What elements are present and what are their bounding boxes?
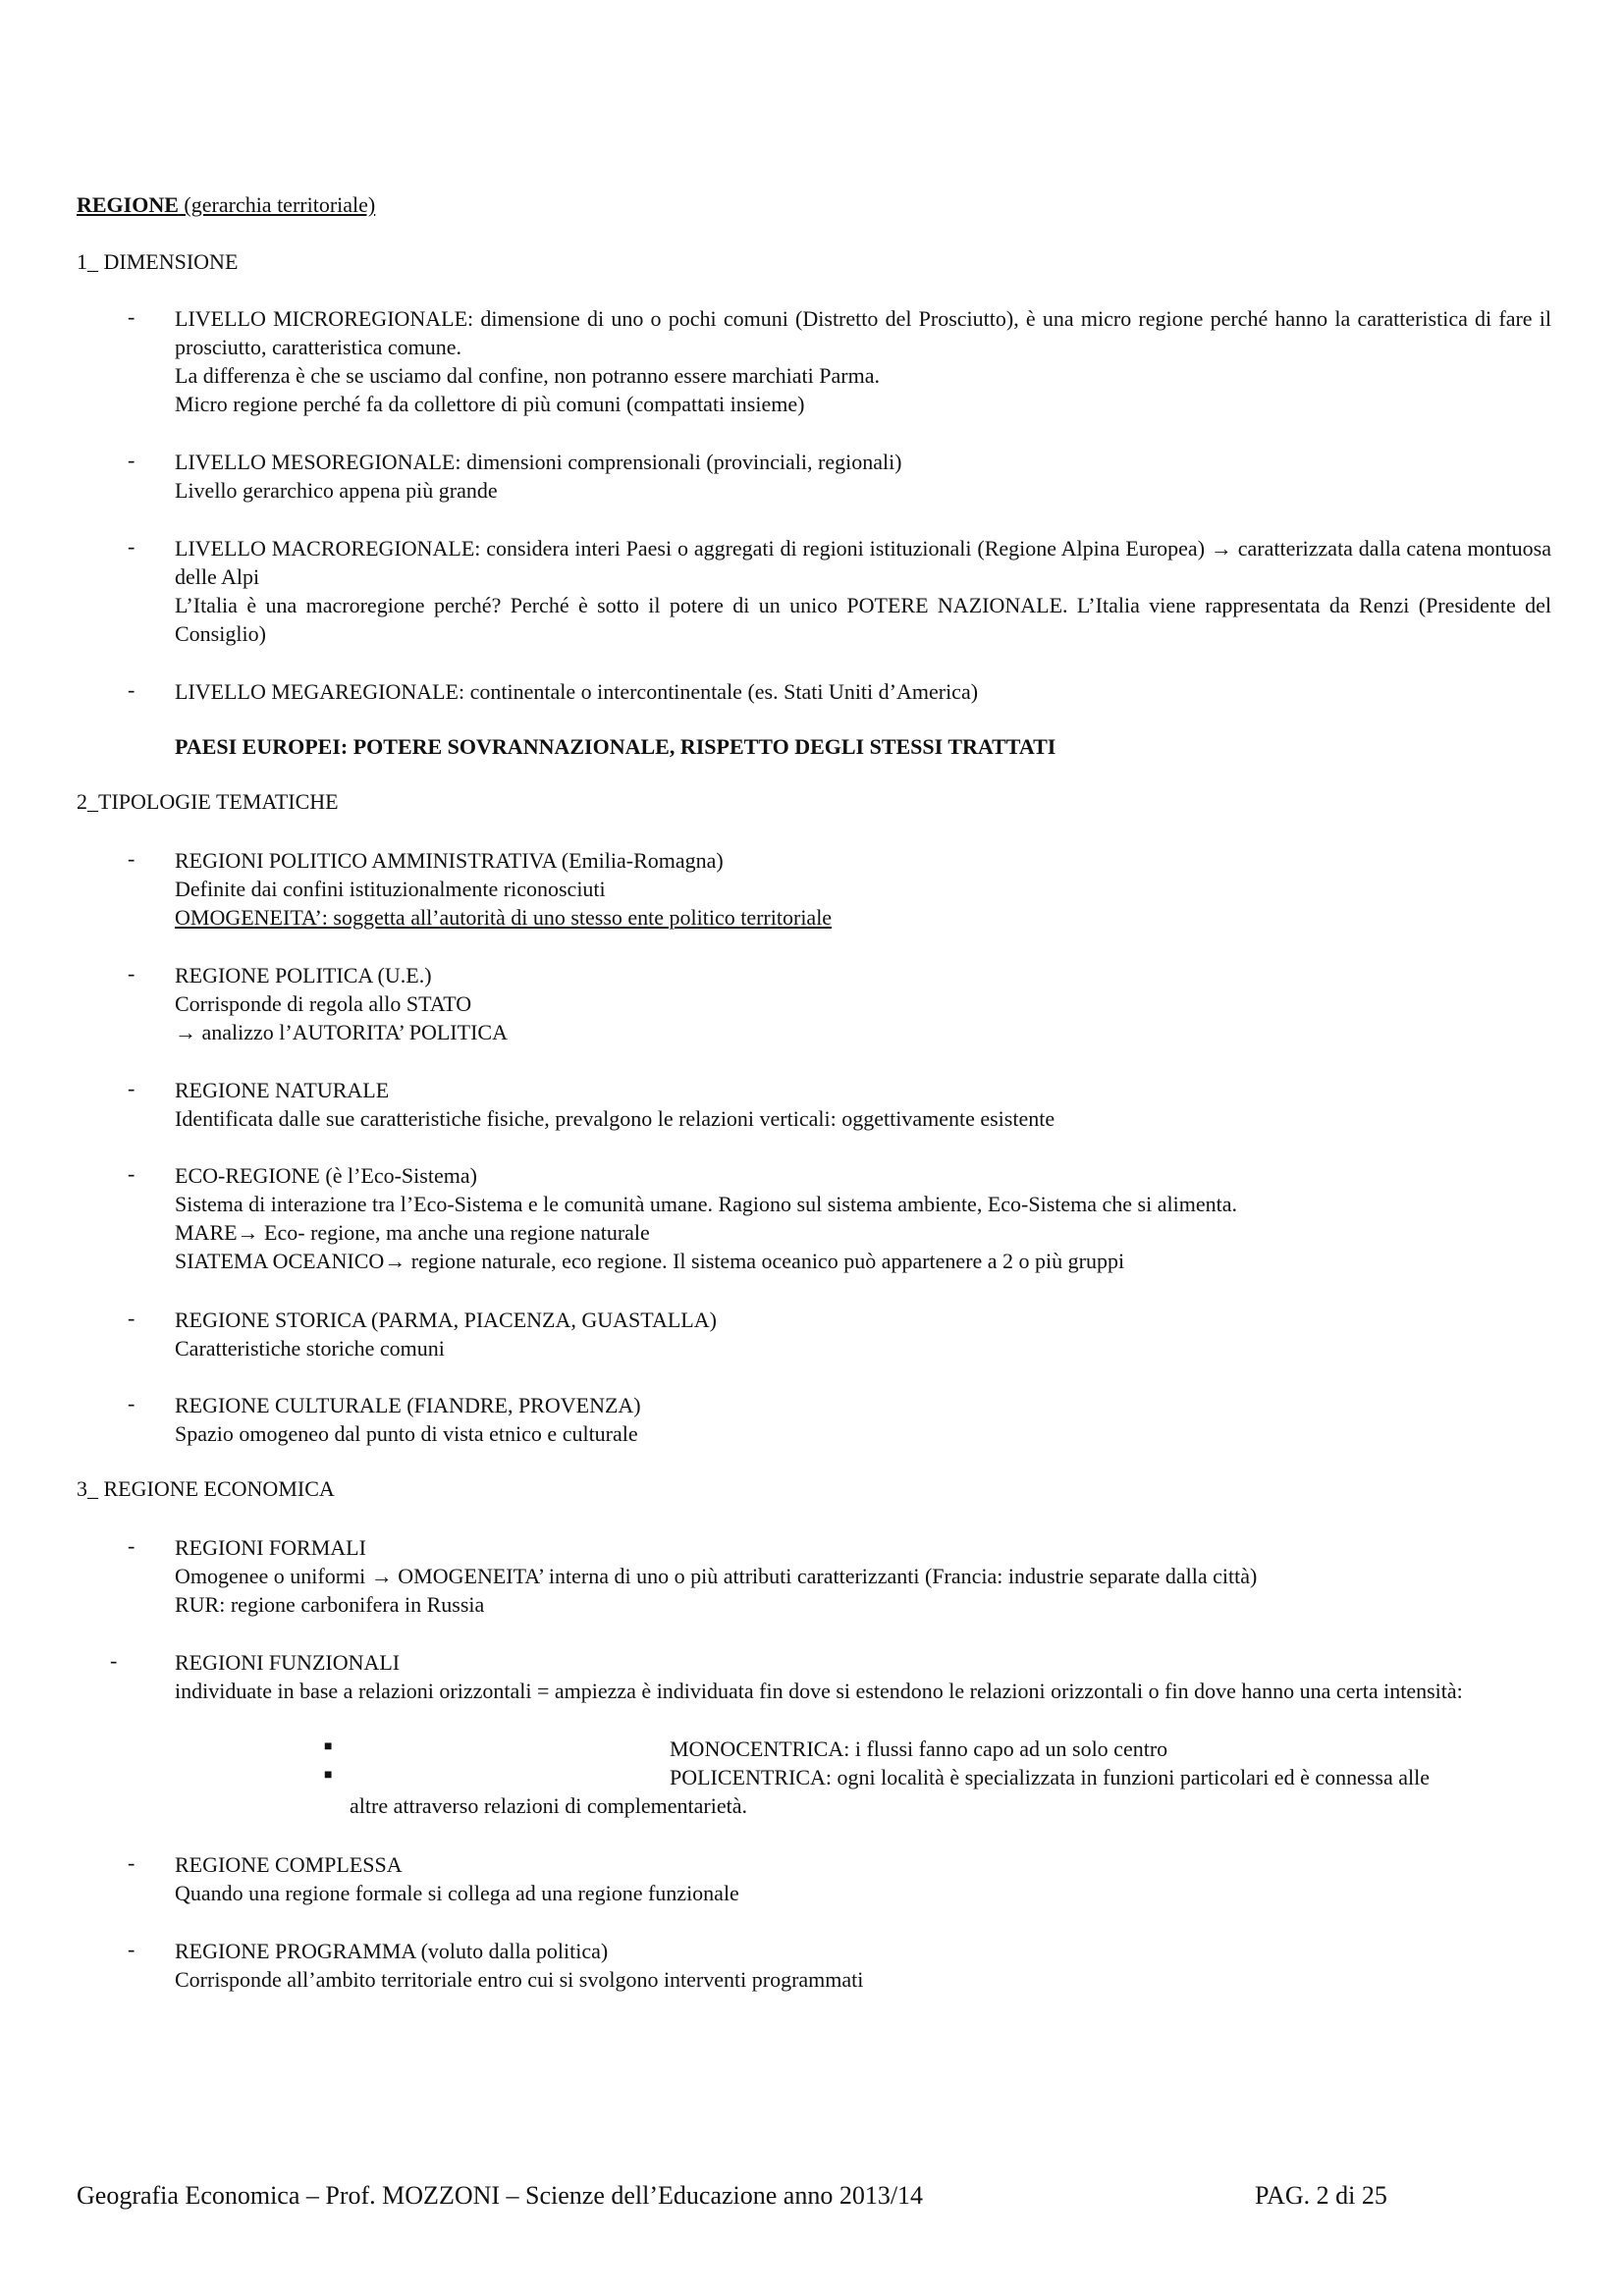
bullet-dash: - <box>128 534 135 559</box>
bullet-dash: - <box>110 1648 118 1673</box>
bullet-dash: - <box>128 304 135 329</box>
square-bullet-icon: ■ <box>324 1768 333 1783</box>
bullet-dash: - <box>128 961 135 986</box>
item-text: REGIONE PROGRAMMA (voluto dalla politica) <box>175 1939 609 1963</box>
item-text: La differenza è che se usciamo dal confine, non potranno essere marchiati Parma. <box>175 363 880 388</box>
section-title-tipologie: 2_TIPOLOGIE TEMATICHE <box>77 789 339 814</box>
bullet-dash: - <box>128 1306 135 1330</box>
item-text: Livello gerarchico appena più grande <box>175 478 498 503</box>
item-text: RUR: regione carbonifera in Russia <box>175 1592 485 1617</box>
item-text: LIVELLO MEGAREGIONALE: continentale o intercontinentale (es. Stati Uniti d’America) <box>175 679 979 704</box>
item-text: individuate in base a relazioni orizzontali = ampiezza è individuata fin dove si estendono le relazioni orizzontali o fin dove hanno una certa intensità: <box>175 1679 1463 1703</box>
item-text: REGIONE COMPLESSA <box>175 1852 403 1877</box>
item-text-underlined: OMOGENEITA’: soggetta all’autorità di uno stesso ente politico territoriale <box>175 905 833 930</box>
item-text: Caratteristiche storiche comuni <box>175 1336 445 1361</box>
bullet-dash: - <box>128 1391 135 1415</box>
item-text: REGIONE POLITICA (U.E.) <box>175 963 432 988</box>
section-title-regione-economica: 3_ REGIONE ECONOMICA <box>77 1476 335 1501</box>
item-text: Corrisponde di regola allo STATO <box>175 991 472 1016</box>
item-text: REGIONI FORMALI <box>175 1535 366 1560</box>
item-text: L’Italia è una macroregione perché? Perché è sotto il potere di un unico POTERE NAZIONALE. L’Italia viene rappresentata da Renzi (Presidente del Consiglio) <box>175 593 1551 646</box>
item-text: LIVELLO MESOREGIONALE: dimensioni comprensionali (provinciali, regionali) <box>175 450 902 474</box>
item-text: LIVELLO MACROREGIONALE: considera interi Paesi o aggregati di regioni istituzionali (Regione Alpina Europea) → caratterizzata dalla catena montuosa delle Alpi <box>175 536 1551 589</box>
bullet-dash: - <box>128 1076 135 1100</box>
item-text: REGIONI POLITICO AMMINISTRATIVA (Emilia-Romagna) <box>175 848 724 873</box>
square-bullet-icon: ■ <box>324 1739 333 1754</box>
item-text: → analizzo l’AUTORITA’ POLITICA <box>175 1020 508 1044</box>
emphasis-text: PAESI EUROPEI: POTERE SOVRANNAZIONALE, RISPETTO DEGLI STESSI TRATTATI <box>175 734 1056 759</box>
footer-course-info: Geografia Economica – Prof. MOZZONI – Scienze dell’Educazione anno 2013/14 <box>77 2181 924 2210</box>
item-text: Quando una regione formale si collega ad una regione funzionale <box>175 1881 739 1905</box>
item-text: SIATEMA OCEANICO→ regione naturale, eco regione. Il sistema oceanico può appartenere a 2 o più gruppi <box>175 1249 1125 1273</box>
item-text: Spazio omogeneo dal punto di vista etnico e culturale <box>175 1421 638 1446</box>
item-text: REGIONE STORICA (PARMA, PIACENZA, GUASTALLA) <box>175 1308 717 1332</box>
item-text: Omogenee o uniformi → OMOGENEITA’ interna di uno o più attributi caratterizzanti (Francia: industrie separate dalla città) <box>175 1564 1258 1588</box>
subitem-text: altre attraverso relazioni di complementarietà. <box>350 1793 747 1818</box>
heading-sub: (gerarchia territoriale) <box>178 192 376 217</box>
subitem-text: POLICENTRICA: ogni località è specializzata in funzioni particolari ed è connessa alle <box>670 1765 1431 1789</box>
item-text: REGIONE CULTURALE (FIANDRE, PROVENZA) <box>175 1393 641 1417</box>
item-text: MARE→ Eco- regione, ma anche una regione naturale <box>175 1220 650 1245</box>
item-text: ECO-REGIONE (è l’Eco-Sistema) <box>175 1163 477 1188</box>
bullet-dash: - <box>128 1533 135 1558</box>
page-heading <box>77 192 375 218</box>
heading-main: REGIONE <box>77 192 179 217</box>
item-text: Sistema di interazione tra l’Eco-Sistema e le comunità umane. Ragiono sul sistema ambiente, Eco-Sistema che si alimenta. <box>175 1192 1237 1216</box>
bullet-dash: - <box>128 1937 135 1961</box>
bullet-dash: - <box>128 448 135 472</box>
bullet-dash: - <box>128 846 135 871</box>
item-text: Identificata dalle sue caratteristiche fisiche, prevalgono le relazioni verticali: oggettivamente esistente <box>175 1106 1055 1131</box>
item-text: Corrisponde all’ambito territoriale entro cui si svolgono interventi programmati <box>175 1967 864 1992</box>
bullet-dash: - <box>128 1161 135 1186</box>
item-text: Micro regione perché fa da collettore di più comuni (compattati insieme) <box>175 392 805 416</box>
bullet-dash: - <box>128 677 135 702</box>
item-text: REGIONI FUNZIONALI <box>175 1650 401 1675</box>
footer-page-number: PAG. 2 di 25 <box>1255 2181 1387 2210</box>
bullet-dash: - <box>128 1850 135 1875</box>
item-text: REGIONE NATURALE <box>175 1078 390 1102</box>
item-text: Definite dai confini istituzionalmente riconosciuti <box>175 877 606 901</box>
section-title-dimensione: 1_ DIMENSIONE <box>77 249 239 274</box>
item-text: LIVELLO MICROREGIONALE: dimensione di uno o pochi comuni (Distretto del Prosciutto), è una micro regione perché hanno la caratteristica di fare il prosciutto, caratteristica comune. <box>175 306 1551 359</box>
subitem-text: MONOCENTRICA: i flussi fanno capo ad un solo centro <box>670 1736 1168 1761</box>
